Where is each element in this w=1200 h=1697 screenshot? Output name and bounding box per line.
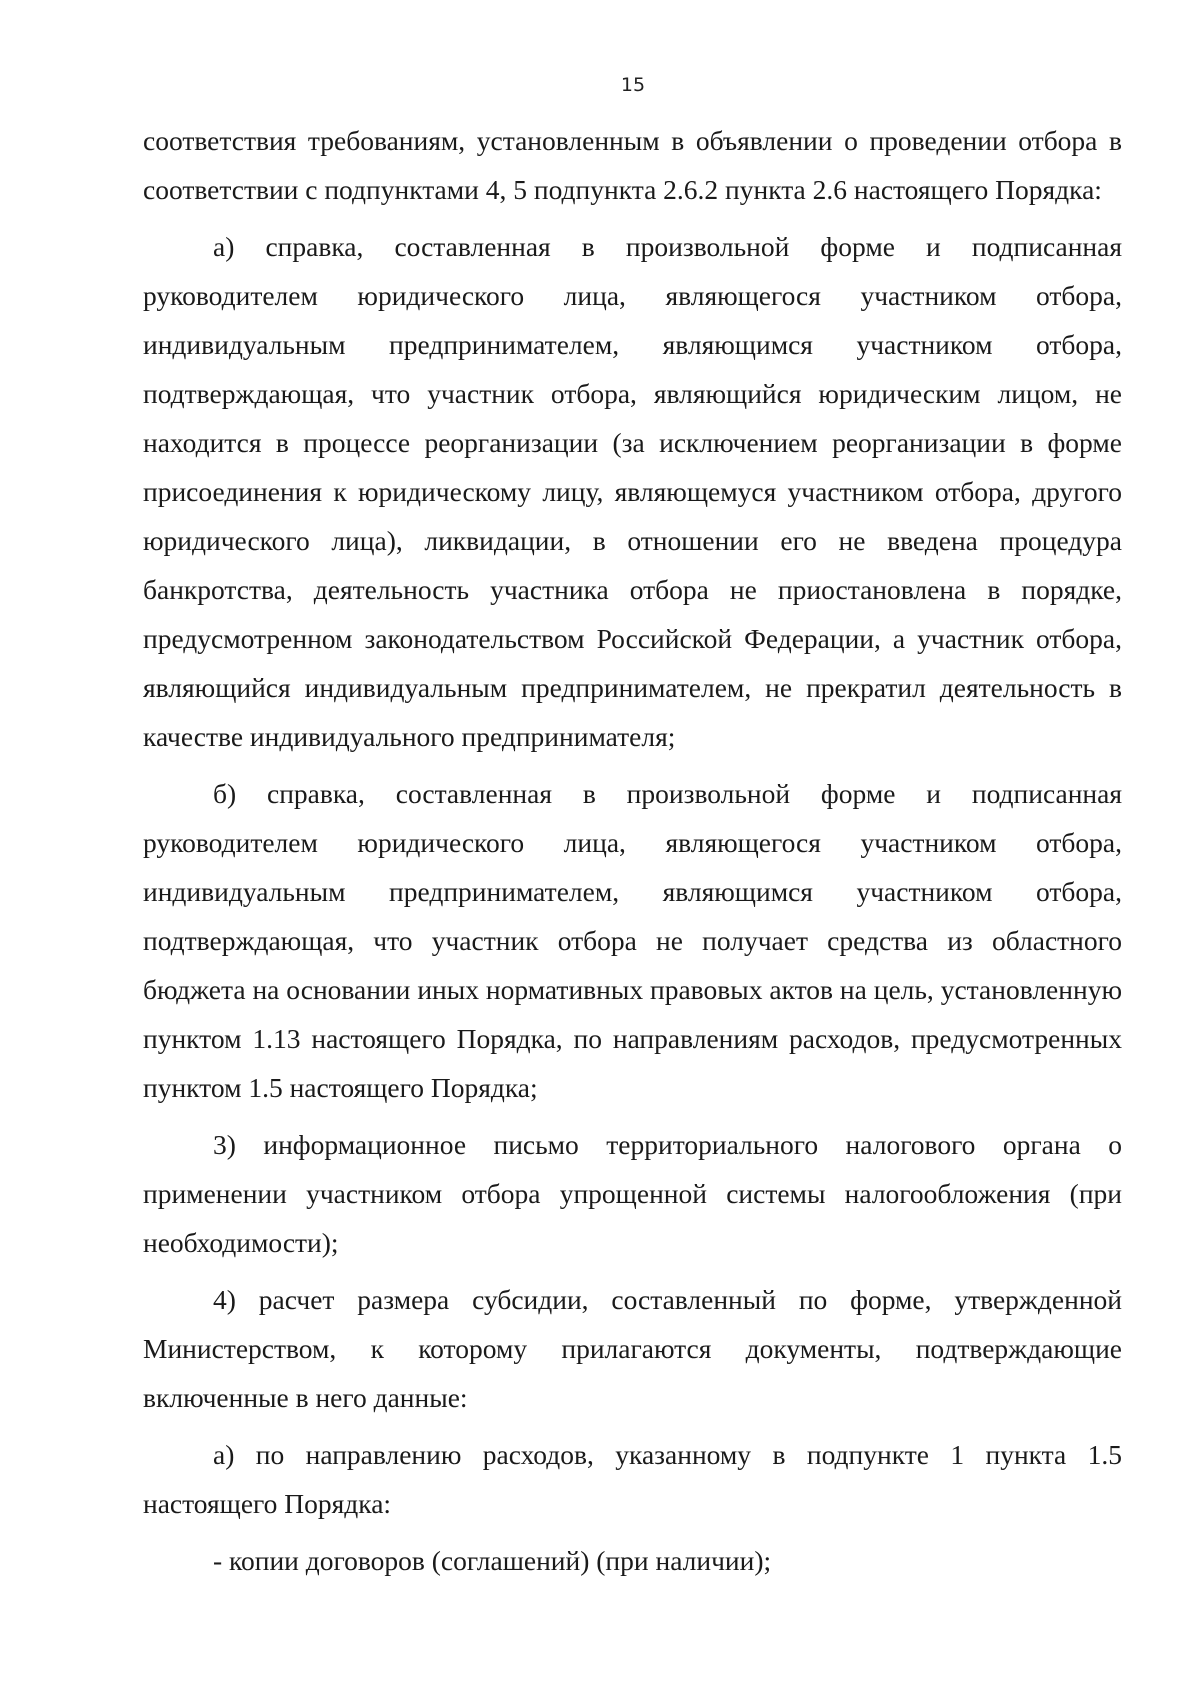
paragraph-item-a-certificate: а) справка, составленная в произвольной форме и подписанная руководителем юридического лица, являющегося участником отбора, индивидуальным предпринимателем, являющимся участником отбора, подтверждающая, что участник отбора, являющийся юридическим лицом, не находится в процессе реорганизации (за исключением реорганизации в форме присоединения к юридическому лицу, являющемуся участником отбора, другого юридического лица), ликвидации, в отношении его не введена процедура банкротства, деятельность участника отбора не приостановлена в порядке, предусмотренном законодательством Российской Федерации, а участник отбора, являющийся индивидуальным предпринимателем, не прекратил деятельность в качестве индивидуального предпринимателя; (143, 231, 1122, 752)
paragraph-list-item-contracts: - копии договоров (соглашений) (при наличии); (213, 1545, 772, 1576)
paragraph-item-b-certificate: б) справка, составленная в произвольной форме и подписанная руководителем юридического лица, являющегося участником отбора, индивидуальным предпринимателем, являющимся участником отбора, подтверждающая, что участник отбора не получает средства из областного бюджета на основании иных нормативных правовых актов на цель, установленную пунктом 1.13 настоящего Порядка, по направлениям расходов, предусмотренных пунктом 1.5 настоящего Порядка; (143, 778, 1122, 1103)
page-number: 15 (620, 74, 646, 96)
paragraph-continuation: соответствия требованиям, установленным в объявлении о проведении отбора в соответствии с подпунктами 4, 5 подпункта 2.6.2 пункта 2.6 настоящего Порядка: (143, 125, 1122, 205)
document-body (143, 116, 1122, 1585)
paragraph-subitem-a-expenses: а) по направлению расходов, указанному в подпункте 1 пункта 1.5 настоящего Порядка: (143, 1439, 1122, 1519)
paragraph-item-4-subsidy-calculation: 4) расчет размера субсидии, составленный по форме, утвержденной Министерством, к которому прилагаются документы, подтверждающие включенные в него данные: (143, 1284, 1122, 1413)
paragraph-item-3-tax-letter: 3) информационное письмо территориального налогового органа о применении участником отбора упрощенной системы налогообложения (при необходимости); (143, 1129, 1122, 1258)
